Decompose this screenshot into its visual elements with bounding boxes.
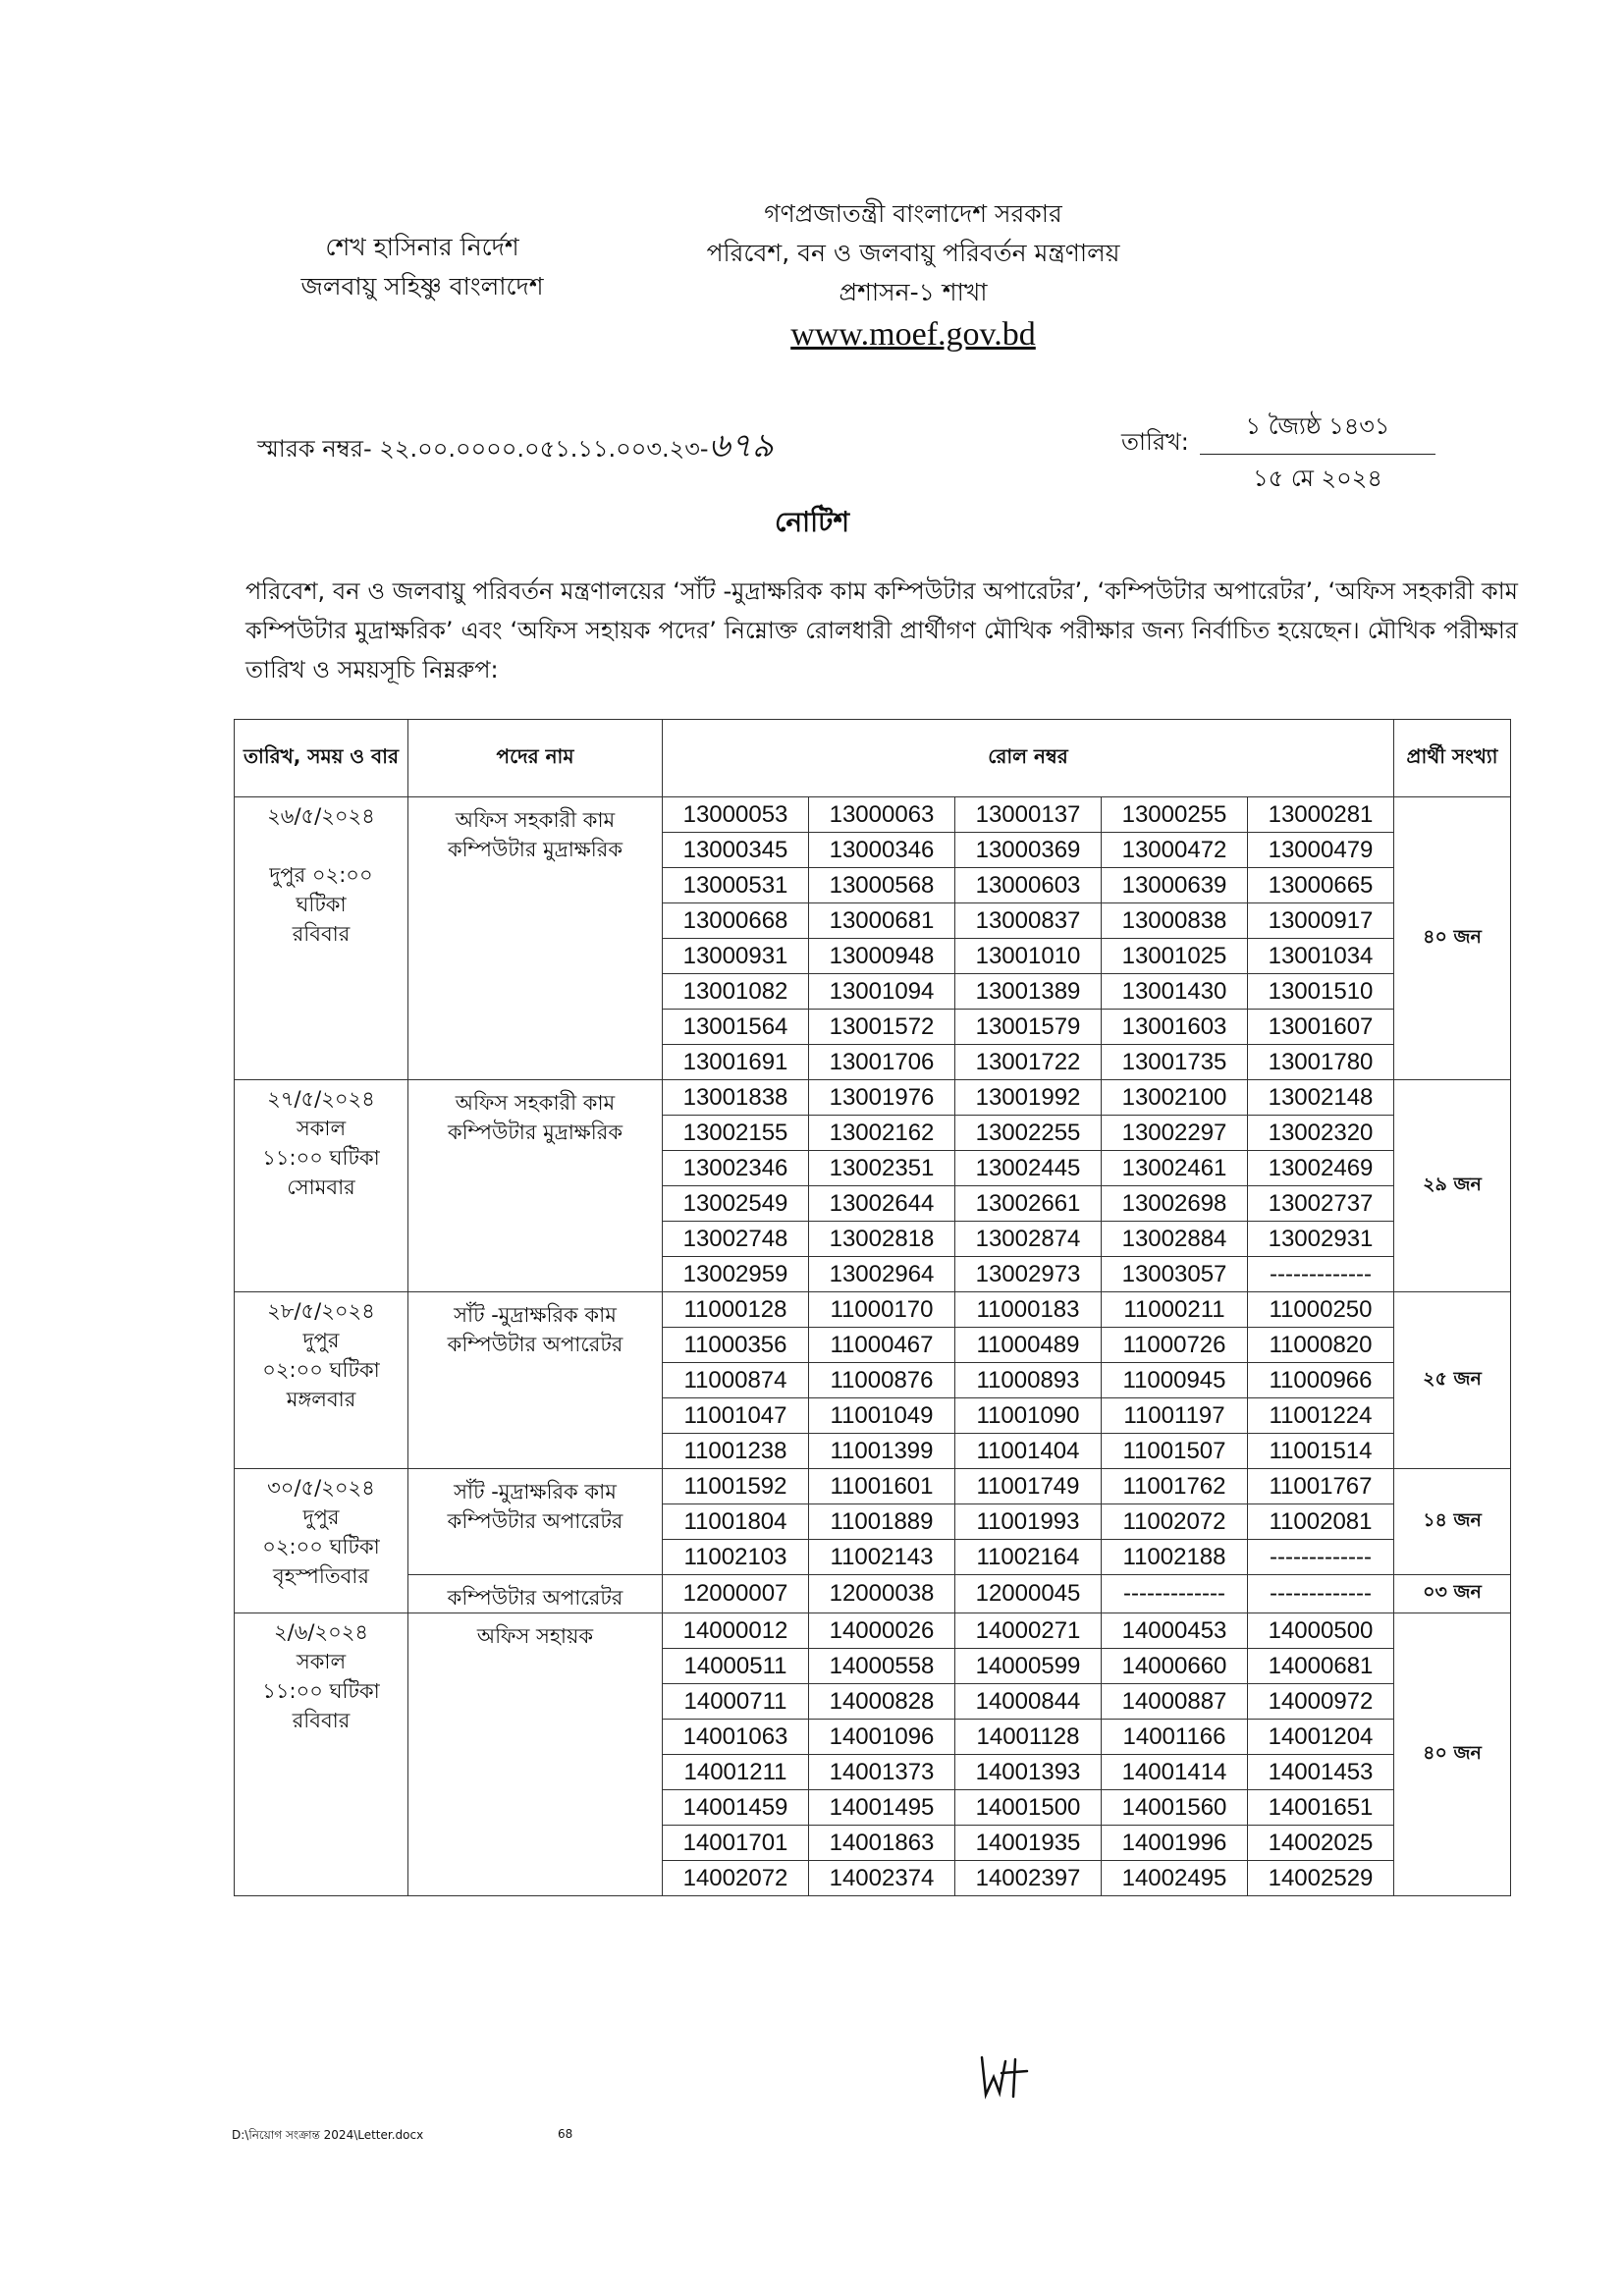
- roll-number-cell: 11002143: [809, 1540, 955, 1575]
- roll-number-cell: 13002549: [663, 1186, 809, 1222]
- header-count: প্রার্থী সংখ্যা: [1394, 720, 1511, 797]
- roll-number-cell: 13000838: [1102, 903, 1248, 939]
- roll-number-cell: 13000369: [955, 833, 1102, 868]
- roll-number-cell: 14001096: [809, 1720, 955, 1755]
- roll-number-cell: 11000183: [955, 1292, 1102, 1328]
- roll-number-cell: 13001025: [1102, 939, 1248, 974]
- roll-number-cell: 13001607: [1248, 1010, 1394, 1045]
- roll-number-cell: 13002874: [955, 1222, 1102, 1257]
- roll-number-cell: 11001399: [809, 1434, 955, 1469]
- roll-number-cell: 11001404: [955, 1434, 1102, 1469]
- roll-number-cell: 13000479: [1248, 833, 1394, 868]
- schedule-date-line: দুপুর: [302, 1329, 340, 1352]
- date-box: [1200, 409, 1435, 500]
- roll-number-cell: 14001500: [955, 1790, 1102, 1826]
- roll-number-cell: 13001510: [1248, 974, 1394, 1010]
- roll-number-cell: 13002162: [809, 1116, 955, 1151]
- roll-number-cell: 11001224: [1248, 1398, 1394, 1434]
- roll-number-cell: 14001560: [1102, 1790, 1248, 1826]
- roll-number-cell: 11002164: [955, 1540, 1102, 1575]
- roll-number-cell: 13000681: [809, 903, 955, 939]
- roll-number-cell: 11001197: [1102, 1398, 1248, 1434]
- candidate-count-cell: ১৪ জন: [1394, 1469, 1511, 1575]
- roll-number-cell: 11000966: [1248, 1363, 1394, 1398]
- roll-number-cell: 13002155: [663, 1116, 809, 1151]
- header-post: পদের নাম: [408, 720, 663, 797]
- roll-number-cell: 11000726: [1102, 1328, 1248, 1363]
- roll-number-cell: 11000876: [809, 1363, 955, 1398]
- roll-number-cell: 12000045: [955, 1575, 1102, 1613]
- roll-number-cell: 13002884: [1102, 1222, 1248, 1257]
- table-header-row: [235, 720, 1511, 797]
- roll-number-cell: 14000271: [955, 1613, 1102, 1649]
- post-name-cell: অফিস সহকারী কাম কম্পিউটার মুদ্রাক্ষরিক: [408, 1080, 663, 1292]
- schedule-date-line: সকাল: [296, 1117, 347, 1140]
- roll-number-cell: 14001393: [955, 1755, 1102, 1790]
- schedule-date-line: ২৮/৫/২০২৪: [267, 1299, 375, 1323]
- roll-number-cell: 13002737: [1248, 1186, 1394, 1222]
- roll-number-cell: 11000250: [1248, 1292, 1394, 1328]
- post-name-cell: অফিস সহায়ক: [408, 1613, 663, 1896]
- roll-number-cell: 14000558: [809, 1649, 955, 1684]
- roll-number-cell: 11002081: [1248, 1504, 1394, 1540]
- roll-number-cell: 14001128: [955, 1720, 1102, 1755]
- roll-number-cell: 14002397: [955, 1861, 1102, 1896]
- roll-number-cell: 13000917: [1248, 903, 1394, 939]
- roll-number-cell: -------------: [1248, 1540, 1394, 1575]
- roll-number-cell: 13002297: [1102, 1116, 1248, 1151]
- roll-number-cell: 14001211: [663, 1755, 809, 1790]
- roll-number-cell: 14001863: [809, 1826, 955, 1861]
- roll-number-cell: 14001459: [663, 1790, 809, 1826]
- roll-number-cell: 11001507: [1102, 1434, 1248, 1469]
- schedule-date-line: সকাল: [296, 1650, 347, 1673]
- roll-number-cell: 14000828: [809, 1684, 955, 1720]
- slogan-line-2: জলবায়ু সহিষ্ণু বাংলাদেশ: [300, 272, 544, 301]
- date-label: তারিখ:: [1121, 428, 1189, 456]
- schedule-date-line: রবিবার: [292, 922, 351, 946]
- roll-number-cell: 11000945: [1102, 1363, 1248, 1398]
- roll-number-cell: 11000128: [663, 1292, 809, 1328]
- roll-number-cell: 13000639: [1102, 868, 1248, 903]
- roll-number-cell: 14001414: [1102, 1755, 1248, 1790]
- table-row: [235, 1469, 1511, 1504]
- table-row: [235, 797, 1511, 833]
- roll-number-cell: 13002445: [955, 1151, 1102, 1186]
- roll-number-cell: 13002461: [1102, 1151, 1248, 1186]
- memo-handwritten-number: ৬৭৯: [708, 426, 774, 465]
- roll-number-cell: 13002964: [809, 1257, 955, 1292]
- roll-number-cell: 12000007: [663, 1575, 809, 1613]
- roll-table: [234, 719, 1511, 1896]
- table-row: [235, 1575, 1511, 1613]
- roll-number-cell: 13000281: [1248, 797, 1394, 833]
- roll-number-cell: 13000472: [1102, 833, 1248, 868]
- roll-number-cell: 11001767: [1248, 1469, 1394, 1504]
- schedule-date-line: দুপুর ০২:০০: [269, 863, 373, 887]
- roll-number-cell: 13001838: [663, 1080, 809, 1116]
- website-link[interactable]: www.moef.gov.bd: [790, 316, 1036, 353]
- header-date: তারিখ, সময় ও বার: [235, 720, 408, 797]
- schedule-date-line: ঘটিকা: [296, 893, 347, 916]
- roll-number-cell: 13000531: [663, 868, 809, 903]
- roll-number-cell: 13001094: [809, 974, 955, 1010]
- roll-number-cell: 14000453: [1102, 1613, 1248, 1649]
- schedule-date-cell: [235, 797, 408, 1080]
- roll-number-cell: -------------: [1248, 1257, 1394, 1292]
- roll-number-cell: 13001603: [1102, 1010, 1248, 1045]
- roll-number-cell: 14001935: [955, 1826, 1102, 1861]
- roll-number-cell: 13000948: [809, 939, 955, 974]
- schedule-date-line: মঙ্গলবার: [286, 1388, 356, 1411]
- roll-number-cell: 11001804: [663, 1504, 809, 1540]
- candidate-count-cell: ০৩ জন: [1394, 1575, 1511, 1613]
- schedule-date-line: বৃহস্পতিবার: [273, 1564, 369, 1588]
- table-row: [235, 1080, 1511, 1116]
- memo-label: স্মারক নম্বর- ২২.০০.০০০০.০৫১.১১.০০৩.২৩-: [257, 435, 709, 463]
- roll-number-cell: 13002346: [663, 1151, 809, 1186]
- schedule-date-line: ২৭/৫/২০২৪: [267, 1087, 375, 1111]
- roll-number-cell: 13002148: [1248, 1080, 1394, 1116]
- roll-number-cell: 14001651: [1248, 1790, 1394, 1826]
- header-roll: রোল নম্বর: [663, 720, 1394, 797]
- roll-number-cell: 13002469: [1248, 1151, 1394, 1186]
- gov-line-1: গণপ্রজাতন্ত্রী বাংলাদেশ সরকার: [764, 199, 1062, 228]
- schedule-date-line: ০২:০০ ঘটিকা: [262, 1358, 380, 1382]
- roll-number-cell: 14000599: [955, 1649, 1102, 1684]
- roll-number-cell: 11001514: [1248, 1434, 1394, 1469]
- roll-number-cell: 13002973: [955, 1257, 1102, 1292]
- candidate-count-cell: ২৯ জন: [1394, 1080, 1511, 1292]
- roll-number-cell: 14001701: [663, 1826, 809, 1861]
- roll-number-cell: -------------: [1248, 1575, 1394, 1613]
- roll-number-cell: 11001601: [809, 1469, 955, 1504]
- roll-number-cell: 13002931: [1248, 1222, 1394, 1257]
- schedule-date-line: রবিবার: [292, 1709, 351, 1732]
- candidate-count-cell: ৪০ জন: [1394, 1613, 1511, 1896]
- roll-number-cell: 14000500: [1248, 1613, 1394, 1649]
- roll-number-cell: 11000467: [809, 1328, 955, 1363]
- signature-mark: [972, 2048, 1051, 2106]
- schedule-date-line: দুপুর: [302, 1505, 340, 1529]
- roll-table-body: [235, 797, 1511, 1896]
- roll-number-cell: 14002374: [809, 1861, 955, 1896]
- roll-number-cell: 13000255: [1102, 797, 1248, 833]
- notice-title: নোটিশ: [774, 506, 850, 538]
- roll-number-cell: 13002644: [809, 1186, 955, 1222]
- roll-number-cell: 14002025: [1248, 1826, 1394, 1861]
- date-bangla: ১ জ্যৈষ্ঠ ১৪৩১: [1200, 409, 1435, 455]
- table-row: [235, 1613, 1511, 1649]
- roll-number-cell: 14000012: [663, 1613, 809, 1649]
- roll-number-cell: 14001063: [663, 1720, 809, 1755]
- roll-number-cell: 14000660: [1102, 1649, 1248, 1684]
- roll-number-cell: 13000665: [1248, 868, 1394, 903]
- roll-number-cell: 14002495: [1102, 1861, 1248, 1896]
- slogan-block: [265, 228, 579, 306]
- schedule-date-line: ১১:০০ ঘটিকা: [262, 1679, 380, 1703]
- roll-number-cell: 11001762: [1102, 1469, 1248, 1504]
- roll-number-cell: 13000137: [955, 797, 1102, 833]
- schedule-date-cell: [235, 1469, 408, 1613]
- post-name-cell: সাঁট -মুদ্রাক্ষরিক কাম কম্পিউটার অপারেটর: [408, 1292, 663, 1469]
- roll-number-cell: 14001996: [1102, 1826, 1248, 1861]
- schedule-date-line: ০২:০০ ঘটিকা: [262, 1535, 380, 1558]
- roll-number-cell: 13002698: [1102, 1186, 1248, 1222]
- roll-number-cell: 13001430: [1102, 974, 1248, 1010]
- table-row: [235, 1292, 1511, 1328]
- roll-number-cell: 13003057: [1102, 1257, 1248, 1292]
- roll-number-cell: 11000211: [1102, 1292, 1248, 1328]
- roll-number-cell: 13000346: [809, 833, 955, 868]
- roll-number-cell: 11001049: [809, 1398, 955, 1434]
- roll-number-cell: 13000568: [809, 868, 955, 903]
- footer-page-number: 68: [558, 2127, 573, 2141]
- memo-number: [257, 420, 774, 476]
- roll-number-cell: 14001453: [1248, 1755, 1394, 1790]
- post-name-cell: সাঁট -মুদ্রাক্ষরিক কাম কম্পিউটার অপারেটর: [408, 1469, 663, 1575]
- roll-number-cell: 11002103: [663, 1540, 809, 1575]
- roll-number-cell: 11002072: [1102, 1504, 1248, 1540]
- roll-number-cell: 11001047: [663, 1398, 809, 1434]
- schedule-date-line: ১১:০০ ঘটিকা: [262, 1146, 380, 1170]
- roll-number-cell: 13000931: [663, 939, 809, 974]
- roll-number-cell: 13001780: [1248, 1045, 1394, 1080]
- roll-number-cell: 13001010: [955, 939, 1102, 974]
- roll-number-cell: 11001993: [955, 1504, 1102, 1540]
- roll-number-cell: 14000026: [809, 1613, 955, 1649]
- roll-number-cell: 14002529: [1248, 1861, 1394, 1896]
- roll-number-cell: 13001082: [663, 974, 809, 1010]
- roll-number-cell: 13001992: [955, 1080, 1102, 1116]
- gov-line-2: পরিবেশ, বন ও জলবায়ু পরিবর্তন মন্ত্রণালয়: [706, 239, 1120, 267]
- roll-number-cell: 13001572: [809, 1010, 955, 1045]
- roll-number-cell: 11001889: [809, 1504, 955, 1540]
- roll-number-cell: -------------: [1102, 1575, 1248, 1613]
- roll-number-cell: 13000837: [955, 903, 1102, 939]
- roll-number-cell: 14000681: [1248, 1649, 1394, 1684]
- roll-number-cell: 11000893: [955, 1363, 1102, 1398]
- roll-number-cell: 13001034: [1248, 939, 1394, 974]
- candidate-count-cell: ২৫ জন: [1394, 1292, 1511, 1469]
- roll-number-cell: 14001166: [1102, 1720, 1248, 1755]
- roll-number-cell: 11000489: [955, 1328, 1102, 1363]
- footer-file-path: D:\নিয়োগ সংক্রান্ত 2024\Letter.docx: [232, 2128, 424, 2142]
- roll-number-cell: 13000603: [955, 868, 1102, 903]
- roll-number-cell: 13002320: [1248, 1116, 1394, 1151]
- roll-number-cell: 13001564: [663, 1010, 809, 1045]
- roll-number-cell: 11001749: [955, 1469, 1102, 1504]
- roll-number-cell: 11001090: [955, 1398, 1102, 1434]
- roll-number-cell: 14000511: [663, 1649, 809, 1684]
- roll-number-cell: 14000711: [663, 1684, 809, 1720]
- roll-number-cell: 13002661: [955, 1186, 1102, 1222]
- roll-number-cell: 14001204: [1248, 1720, 1394, 1755]
- roll-number-cell: 11001238: [663, 1434, 809, 1469]
- schedule-date-line: ৩০/৫/২০২৪: [267, 1476, 375, 1500]
- roll-number-cell: 11002188: [1102, 1540, 1248, 1575]
- roll-number-cell: 13002100: [1102, 1080, 1248, 1116]
- roll-number-cell: 13000053: [663, 797, 809, 833]
- date-english: ১৫ মে ২০২৪: [1253, 465, 1382, 492]
- roll-number-cell: 14002072: [663, 1861, 809, 1896]
- roll-number-cell: 11000356: [663, 1328, 809, 1363]
- roll-number-cell: 12000038: [809, 1575, 955, 1613]
- roll-number-cell: 11000874: [663, 1363, 809, 1398]
- roll-number-cell: 13001389: [955, 974, 1102, 1010]
- roll-number-cell: 14000972: [1248, 1684, 1394, 1720]
- schedule-date-cell: [235, 1080, 408, 1292]
- roll-number-cell: 11001592: [663, 1469, 809, 1504]
- post-name-cell: কম্পিউটার অপারেটর: [408, 1575, 663, 1613]
- roll-number-cell: 14001373: [809, 1755, 955, 1790]
- post-name-cell: অফিস সহকারী কাম কম্পিউটার মুদ্রাক্ষরিক: [408, 797, 663, 1080]
- schedule-date-cell: [235, 1292, 408, 1469]
- schedule-date-line: ২/৬/২০২৪: [273, 1620, 369, 1644]
- government-header: [668, 194, 1159, 357]
- roll-number-cell: 13002959: [663, 1257, 809, 1292]
- roll-number-cell: 13000345: [663, 833, 809, 868]
- roll-number-cell: 13000668: [663, 903, 809, 939]
- intro-paragraph: পরিবেশ, বন ও জলবায়ু পরিবর্তন মন্ত্রণালয়ের ‘সাঁট -মুদ্রাক্ষরিক কাম কম্পিউটার অপারেটর’, ‘কম্পিউটার অপারেটর’, ‘অফিস সহকারী কাম কম্পিউটার মুদ্রাক্ষরিক’ এবং ‘অফিস সহায়ক পদের’ নিম্নোক্ত রোলধারী প্রার্থীগণ মৌখিক পরীক্ষার জন্য নির্বাচিত হয়েছেন। মৌখিক পরীক্ষার তারিখ ও সময়সূচি নিম্নরুপ:: [245, 577, 1518, 683]
- roll-number-cell: 13001579: [955, 1010, 1102, 1045]
- roll-number-cell: 11000170: [809, 1292, 955, 1328]
- roll-number-cell: 13002255: [955, 1116, 1102, 1151]
- roll-number-cell: 13002351: [809, 1151, 955, 1186]
- candidate-count-cell: ৪০ জন: [1394, 797, 1511, 1080]
- roll-number-cell: 13001706: [809, 1045, 955, 1080]
- roll-number-cell: 13001735: [1102, 1045, 1248, 1080]
- roll-number-cell: 13001722: [955, 1045, 1102, 1080]
- slogan-line-1: শেখ হাসিনার নির্দেশ: [325, 233, 519, 261]
- roll-number-cell: 13001691: [663, 1045, 809, 1080]
- roll-number-cell: 13001976: [809, 1080, 955, 1116]
- schedule-date-line: সোমবার: [287, 1175, 355, 1199]
- roll-number-cell: 14001495: [809, 1790, 955, 1826]
- roll-number-cell: 13000063: [809, 797, 955, 833]
- roll-number-cell: 13002748: [663, 1222, 809, 1257]
- roll-number-cell: 11000820: [1248, 1328, 1394, 1363]
- roll-number-cell: 14000887: [1102, 1684, 1248, 1720]
- roll-number-cell: 14000844: [955, 1684, 1102, 1720]
- gov-line-3: প্রশাসন-১ শাখা: [839, 278, 988, 306]
- schedule-date-line: ২৬/৫/২০২৪: [267, 804, 375, 828]
- schedule-date-cell: [235, 1613, 408, 1896]
- roll-number-cell: 13002818: [809, 1222, 955, 1257]
- schedule-date-line: [235, 831, 407, 860]
